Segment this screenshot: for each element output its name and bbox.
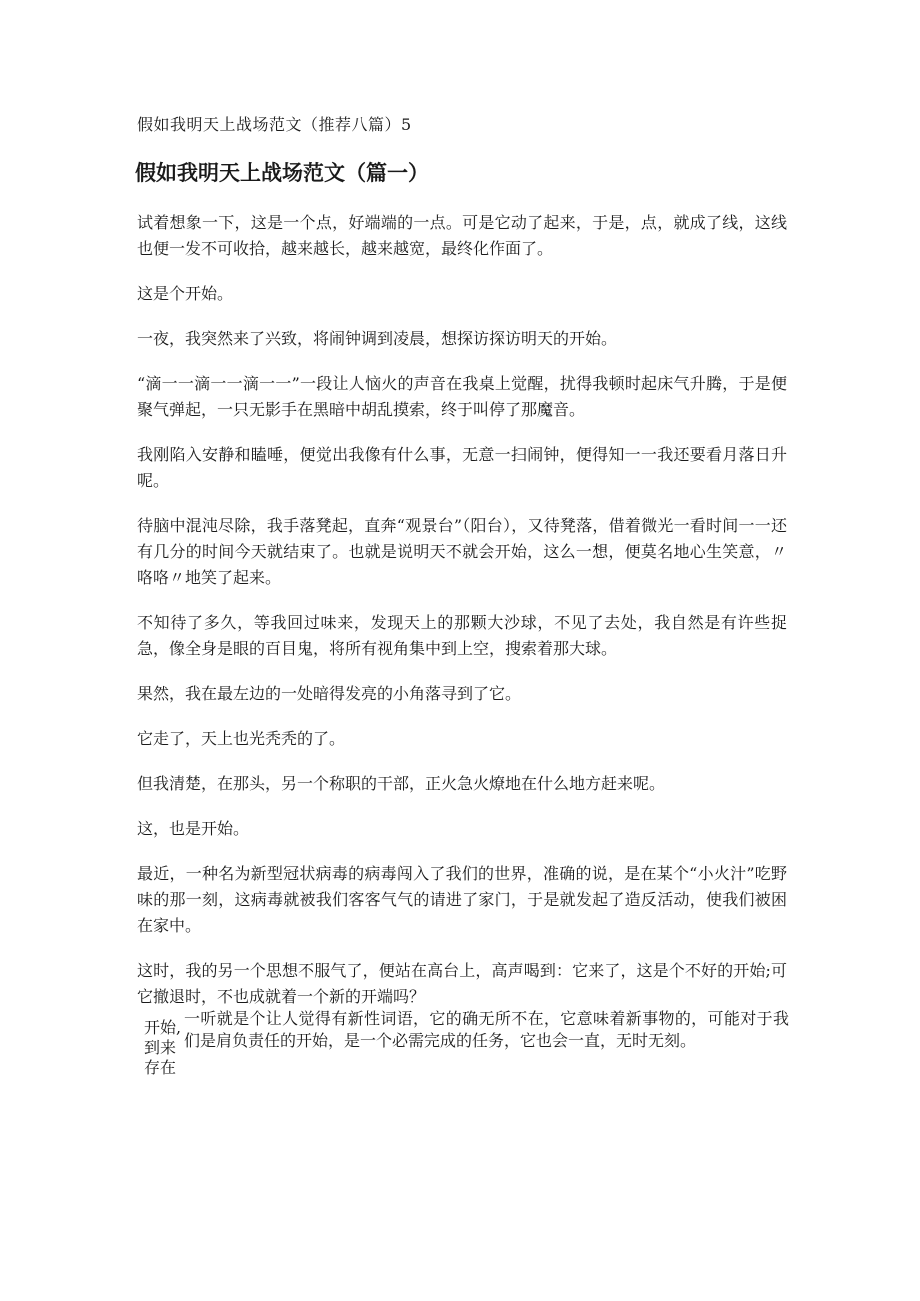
paragraph: 这时，我的另一个思想不服气了，便站在高台上，高声喝到：它来了，这是个不好的开始;可它撤退时，不也成就着一个新的开端吗？ <box>137 961 787 1006</box>
section-title: 假如我明天上战场范文（篇一） <box>135 161 429 185</box>
document-body <box>137 210 787 1029</box>
paragraph: 果然，我在最左边的一处暗得发亮的小角落寻到了它。 <box>137 684 522 703</box>
paragraph: 不知待了多久，等我回过味来，发现天上的那颗大沙球，不见了去处，我自然是有许些捉急，像全身是眼的百目鬼，将所有视角集中到上空，搜索着那大球。 <box>137 613 787 658</box>
paragraph: 最近，一种名为新型冠状病毒的病毒闯入了我们的世界，准确的说，是在某个“小火汁”吃野味的那一刻，这病毒就被我们客客气气的请进了家门，于是就发起了造反活动，使我们被困在家中。 <box>137 864 787 935</box>
paragraph: 这是个开始。 <box>137 284 234 303</box>
paragraph: 我刚陷入安静和瞌唾，便觉出我像有什么事，无意一扫闹钟，便得知一一我还要看月落日升呢。 <box>137 445 787 490</box>
paragraph: 但我清楚，在那头，另一个称职的干部，正火急火燎地在什么地方赶来呢。 <box>137 774 666 793</box>
final-paragraph: 一听就是个让人觉得有新性词语，它的确无所不在，它意味着新事物的，可能对于我们是肩负责任的开始，是一个必需完成的任务，它也会一直，无时无刻。 <box>184 1009 789 1050</box>
final-paragraph-block <box>144 1008 789 1078</box>
paragraph: 一夜，我突然来了兴致，将闹钟调到凌晨，想探访探访明天的开始。 <box>137 329 618 348</box>
side-label: 开始, 到来 存在 <box>144 1018 182 1077</box>
paragraph: 试着想象一下，这是一个点，好端端的一点。可是它动了起来，于是，点，就成了线，这线也便一发不可收拾，越来越长，越来越宽，最终化作面了。 <box>137 213 787 258</box>
paragraph: 这，也是开始。 <box>137 819 250 838</box>
paragraph: “滴一一滴一一滴一一”一段让人恼火的声音在我桌上觉醒，扰得我顿时起床气升腾，于是便聚气弹起，一只无影手在黑暗中胡乱摸索，终于叫停了那魔音。 <box>137 374 787 419</box>
document-header: 假如我明天上战场范文（推荐八篇）5 <box>137 115 412 134</box>
paragraph: 待脑中混沌尽除，我手落凳起，直奔“观景台”（阳台），又待凳落，借着微光一看时间一一还有几分的时间今天就结束了。也就是说明天不就会开始，这么一想，便莫名地心生笑意，〃咯咯〃地笑了起来。 <box>137 516 787 587</box>
paragraph: 它走了，天上也光秃秃的了。 <box>137 729 346 748</box>
